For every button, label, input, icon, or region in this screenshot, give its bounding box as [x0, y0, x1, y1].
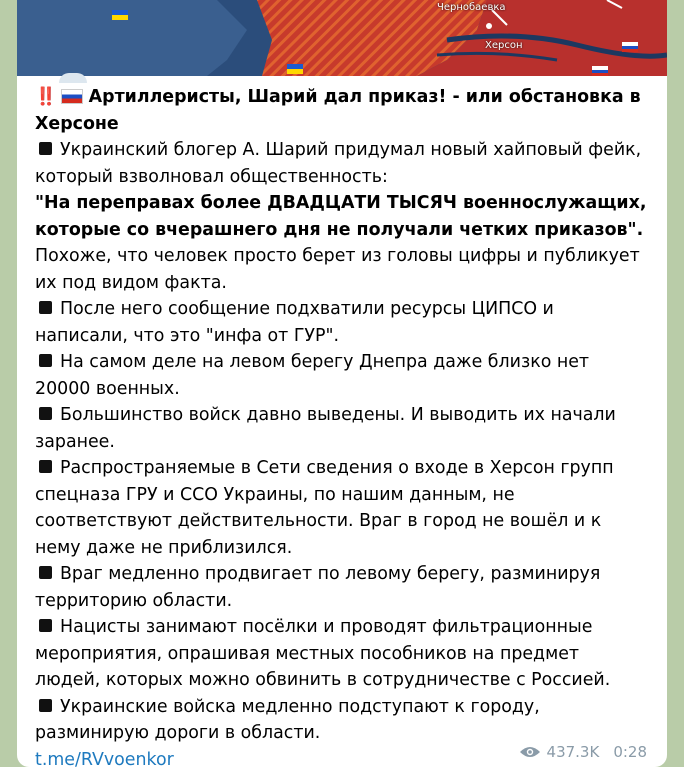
square-bullet-icon [39, 699, 52, 712]
paragraph-2-text: После него сообщение подхватили ресурсы ЦИПСО и написали, что это "инфа от ГУР". [35, 299, 554, 346]
paragraph-3 [35, 349, 647, 402]
message-text [17, 76, 667, 767]
post-title-text: Артиллеристы, Шарий дал приказ! - или обстановка в Херсоне [35, 87, 641, 134]
paragraph-1-text: Украинский блогер А. Шарий придумал новый хайповый фейк, который взволновал общественность: [35, 140, 642, 187]
paragraph-6-text: Враг медленно продвигает по левому берегу, разминируя территорию области. [35, 564, 601, 611]
square-bullet-icon [39, 407, 52, 420]
paragraph-1 [35, 137, 647, 190]
paragraph-7 [35, 614, 647, 694]
paragraph-4 [35, 402, 647, 455]
map-label-kherson: Херсон [485, 40, 523, 51]
view-count: 437.3K [546, 743, 600, 761]
quote-text: "На переправах более ДВАДЦАТИ ТЫСЯЧ военнослужащих, которые со вчерашнего дня не получали четких приказов". [35, 193, 647, 240]
paragraph-1b: Похоже, что человек просто берет из головы цифры и публикует их под видом факта. [35, 246, 640, 293]
paragraph-5 [35, 455, 647, 561]
russia-flag-icon [61, 89, 83, 104]
map-label-chernobaevka: Чернобаевка [437, 2, 506, 13]
paragraph-6 [35, 561, 647, 614]
paragraph-8 [35, 694, 647, 747]
square-bullet-icon [39, 301, 52, 314]
post-title [35, 84, 647, 137]
channel-link[interactable]: t.me/RVvoenkor [35, 749, 174, 767]
square-bullet-icon [39, 566, 52, 579]
paragraph-7-text: Нацисты занимают посёлки и проводят фильтрационные мероприятия, опрашивая местных пособников на предмет людей, которых можно обвинить в сотрудничестве с Россией. [35, 617, 611, 690]
channel-avatar [59, 73, 87, 83]
paragraph-8-text: Украинские войска медленно подступают к городу, разминирую дороги в области. [35, 696, 540, 743]
map-graphic [17, 0, 667, 76]
square-bullet-icon [39, 619, 52, 632]
double-exclamation-icon: ‼️ [35, 87, 55, 107]
paragraph-4-text: Большинство войск давно выведены. И выводить их начали заранее. [35, 405, 616, 452]
map-image[interactable] [17, 0, 667, 76]
paragraph-5-text: Распространяемые в Сети сведения о входе в Херсон групп спецназа ГРУ и ССО Украины, по нашим данным, не соответствуют действительности. Враг в город не вошёл и к нему даже не приблизился. [35, 458, 614, 558]
square-bullet-icon [39, 142, 52, 155]
message-bubble [17, 0, 667, 767]
paragraph-3-text: На самом деле на левом берегу Днепра даже близко нет 20000 военных. [35, 352, 590, 399]
paragraph-2 [35, 296, 647, 349]
square-bullet-icon [39, 460, 52, 473]
message-meta [519, 743, 647, 761]
message-time: 0:28 [613, 743, 647, 761]
square-bullet-icon [39, 354, 52, 367]
eye-icon [519, 745, 541, 759]
